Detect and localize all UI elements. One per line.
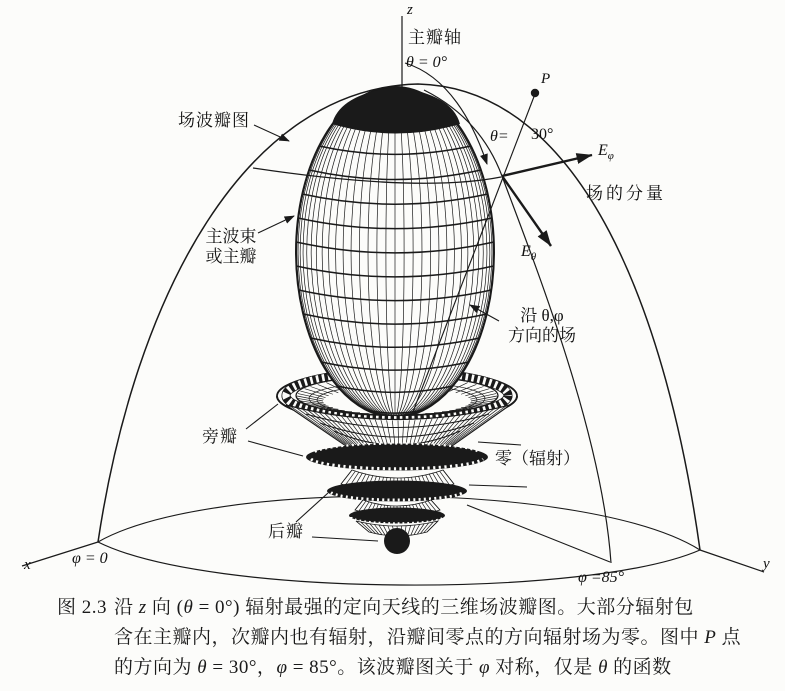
null-leader-1 [478,442,521,445]
phi-zero-label: φ = 0 [72,550,108,567]
x-axis-label: x [24,557,31,573]
main-lobe-dark-cap [332,87,460,134]
caption-line-2: 含在主瓣内，次瓣内也有辐射，沿瓣间零点的方向辐射场为零。图中 P 点 [114,627,742,648]
y-axis-label: y [763,556,770,572]
field-pattern-arrow [254,125,289,141]
e-phi-arrow [502,155,592,176]
e-phi-label: $E_\varphi$ [598,142,614,163]
back-lobe-label: 后瓣 [268,522,304,541]
null-radiation-label: 零（辐射） [495,449,580,468]
y-axis-line [700,550,764,572]
side-lobe-leader-1 [246,404,278,429]
field-direction-label: 沿 θ,φ 方向的场 [508,306,576,346]
point-p-label: P [541,71,551,87]
theta-zero-label: θ = 0° [406,54,448,71]
caption-line-1: 图 2.3 沿 z 向 (θ = 0°) 辐射最强的定向天线的三维场波瓣图。大部分辐射包 [0,593,785,623]
figure-caption [0,593,785,683]
caption-line-3: 的方向为 θ = 30°，φ = 85°。该波瓣图关于 φ 对称，仅是 θ 的函数 [114,657,672,678]
point-p-dot [531,89,539,97]
side-lobe-label: 旁瓣 [202,427,238,446]
back-lobe-sphere [384,528,410,554]
theta-eq-label: θ= [490,128,509,145]
theta-30-label: 30° [531,126,554,143]
back-lobe-leader-1 [296,493,328,522]
null-torus-3 [349,508,445,524]
e-theta-arrow [502,176,551,246]
field-pattern-label: 场波瓣图 [178,111,250,130]
z-axis-label: z [407,2,413,18]
minor-lobe-stack [306,444,488,555]
back-lobe-leader-2 [312,537,378,541]
main-beam-arrow [258,216,294,233]
e-theta-label: $E_\theta$ [521,243,537,264]
field-components-label: 场的分量 [586,184,666,203]
main-lobe [296,87,494,417]
main-beam-label: 主波束 或主瓣 [205,227,257,267]
side-lobe-leader-2 [248,441,303,456]
phi-85-label: φ =85° [578,569,625,586]
null-leader-2 [469,485,527,487]
main-lobe-axis-label: 主瓣轴 [408,28,462,47]
figure-number: 图 2.3 [57,597,108,618]
